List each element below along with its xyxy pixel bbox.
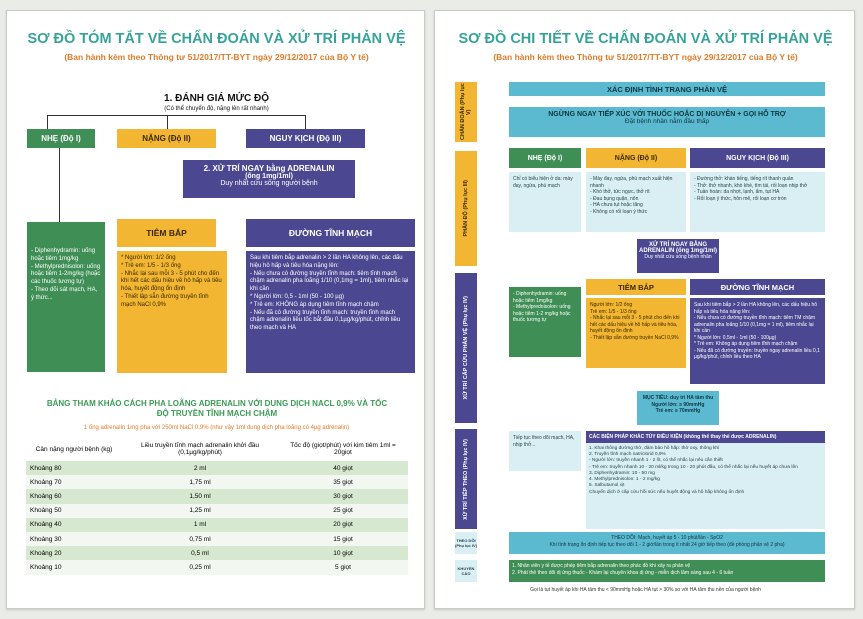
detail-severe-grade: NẶNG (Độ II) bbox=[586, 148, 686, 168]
rate-cell: 20 giọt bbox=[333, 521, 353, 529]
followup-left: Tiếp tục theo dõi mạch, HA, nhịp thở... bbox=[509, 431, 581, 471]
rate-cell: 35 giọt bbox=[333, 478, 353, 486]
table-row bbox=[26, 475, 408, 489]
stop-box bbox=[509, 107, 825, 137]
rate-cell: 25 giọt bbox=[333, 507, 353, 515]
detail-title: SƠ ĐỒ CHI TIẾT VỀ CHẨN ĐOÁN VÀ XỬ TRÍ PHẢN VỆ bbox=[458, 31, 833, 47]
im-title: TIÊM BẮP bbox=[117, 219, 216, 247]
rate-cell: 40 giọt bbox=[333, 464, 353, 472]
summary-subtitle: (Ban hành kèm theo Thông tư 51/2017/TT-BYT ngày 29/12/2017 của Bộ Y tế) bbox=[64, 52, 369, 62]
adrenalin-step-title: 2. XỬ TRÍ NGAY bằng ADRENALIN bbox=[203, 164, 335, 173]
detail-mild-grade: NHẸ (Độ I) bbox=[509, 148, 581, 168]
detail-mild-tx: - Diphenhydramin: uống hoặc tiêm 1mg/kg - Methylprednisolon: uống hoặc tiêm 1-2 mg/kg hoặc thuốc tương tự bbox=[509, 287, 581, 357]
mild-grade: NHẸ (Độ I) bbox=[27, 129, 95, 148]
dose-cell: 1,25 ml bbox=[189, 507, 211, 515]
dose-cell: 2 ml bbox=[193, 464, 207, 472]
detail-im-title: TIÊM BẮP bbox=[586, 279, 686, 295]
detail-panel bbox=[434, 10, 855, 609]
followup-title: CÁC BIỆN PHÁP KHÁC TÙY ĐIỀU KIỆN (không thể thay thế được ADRENALIN) bbox=[586, 431, 825, 443]
dose-cell: 0,25 ml bbox=[189, 563, 211, 571]
table-row bbox=[26, 560, 408, 574]
table-row bbox=[26, 461, 408, 475]
iv-treatment: Sau khi tiêm bắp adrenalin > 2 lần HA không lên, các dấu hiệu hô hấp và tiêu hóa nặng lên: - Nếu chưa có đường truyền tĩnh mạch: tiêm tĩnh mạch chậm adrenalin pha loãng 1/10 (0,1mg = 1ml), tiêm nhắc lại khi cần * Người lớn: 0,5 - 1ml (50 - 100 µg) * Trẻ em: KHÔNG áp dụng tiêm tĩnh mạch chậm - Nếu đã có đường truyền tĩnh mạch: truyền tĩnh mạch chậm adrenalin liều tốc bắt đầu 0,1µg/kg/phút, chỉnh liều theo mạch và HA bbox=[246, 251, 415, 373]
dose-cell: 0,75 ml bbox=[189, 535, 211, 543]
adrenalin-step-dose: (ống 1mg/1ml) bbox=[245, 173, 293, 180]
advice-box: 1. Nhân viên y tế được phép tiêm bắp adrenalin theo phác đồ khi xảy ra phản vệ 2. Phát thẻ theo dõi dị ứng thuốc - Khám lại chuyên khoa dị ứng - miễn dịch lâm sàng sau 4 - 6 tuần bbox=[509, 560, 825, 582]
detail-adrenalin bbox=[637, 239, 719, 273]
weight-cell: Khoảng 20 bbox=[30, 549, 62, 557]
side-grading: PHÂN ĐỘ (Phụ lục III) bbox=[455, 151, 477, 266]
weight-cell: Khoảng 70 bbox=[30, 478, 62, 486]
table-note: 1 ống adrenalin 1mg pha với 250ml NaCl 0,9% (như vậy 1ml dung dịch pha loãng có 4µg adrenalin) bbox=[83, 425, 350, 431]
rate-cell: 30 giọt bbox=[333, 492, 353, 500]
dilution-table bbox=[26, 437, 408, 575]
dose-cell: 1,75 ml bbox=[189, 478, 211, 486]
detail-adrenalin-note: Duy nhất cứu sống bệnh nhân bbox=[644, 254, 712, 260]
rate-cell: 15 giọt bbox=[333, 535, 353, 543]
determine-box: XÁC ĐỊNH TÌNH TRẠNG PHẢN VỆ bbox=[509, 82, 825, 96]
mild-symptoms: Chỉ có biểu hiện ở da: mày đay, ngứa, phù mạch bbox=[509, 172, 581, 232]
table-row bbox=[26, 504, 408, 518]
adrenalin-step-note: Duy nhất cứu sống người bệnh bbox=[220, 180, 318, 187]
summary-panel bbox=[6, 10, 425, 609]
stop-subtext: Đặt bệnh nhân nằm đầu thấp bbox=[624, 118, 710, 125]
table-title: BẢNG THAM KHẢO CÁCH PHA LOÃNG ADRENALIN VỚI DUNG DỊCH NACL 0,9% VÀ TỐC ĐỘ TRUYỀN TĨNH MẠCH CHẬM bbox=[46, 399, 388, 419]
weight-cell: Khoảng 60 bbox=[30, 492, 62, 500]
adrenalin-step bbox=[183, 160, 355, 198]
critical-symptoms: - Đường thở: khàn tiếng, tiếng rít thanh quản - Thở: thở nhanh, khò khè, tím tái, rối loạn nhịp thở - Tuần hoàn: da nhợt, lạnh, ẩm, tụt HA - Rối loạn ý thức, hôn mê, rối loạn cơ tròn bbox=[690, 172, 825, 232]
critical-grade: NGUY KỊCH (Độ III) bbox=[246, 129, 365, 148]
stop-text: NGỪNG NGAY TIẾP XÚC VỚI THUỐC HOẶC DỊ NGUYÊN + GỌI HỖ TRỢ bbox=[548, 111, 786, 118]
side-monitor: THEO DÕI (Phụ lục IV) bbox=[455, 532, 477, 554]
table-row bbox=[26, 546, 408, 560]
detail-critical-grade: NGUY KỊCH (Độ III) bbox=[690, 148, 825, 168]
weight-cell: Khoảng 10 bbox=[30, 563, 62, 571]
rate-cell: 10 giọt bbox=[333, 549, 353, 557]
goal-box: MỤC TIÊU: duy trì HA tâm thu Người lớn: ≥ 90mmHg Trẻ em: ≥ 70mmHg bbox=[637, 391, 719, 425]
summary-title: SƠ ĐỒ TÓM TẮT VỀ CHẨN ĐOÁN VÀ XỬ TRÍ PHẢN VỆ bbox=[27, 31, 406, 47]
dose-cell: 0,5 ml bbox=[191, 549, 209, 557]
weight-cell: Khoảng 30 bbox=[30, 535, 62, 543]
side-diagnosis: CHẨN ĐOÁN (Phụ lục V) bbox=[455, 82, 477, 142]
followup-text: 1. Khai thông đường thở, đảm bảo hô hấp: thở oxy, thông khí 2. Truyền tĩnh mạch natriclorid 0,9% - Người lớn: truyền nhanh 1 - 2 lít, có thể nhắc lại nếu cần thiết - Trẻ em: truyền nhanh 10 - 20 ml/kg trong 10 - 20 phút đầu, có thể nhắc lại nếu huyết áp chưa lên 3. Diphenhydramin: 10 - 50 mg 4. Methylprednisolon: 1 - 2 mg/kg 5. Salbutamol xịt Chuyển dịch ở cấp cứu hồi sức nếu huyết động và hô hấp không ổn định bbox=[589, 446, 798, 495]
footnote: Gọi là tụt huyết áp khi HA tâm thu < 90mmHg hoặc HA tụt > 30% so với HA tâm thu nền của người bệnh bbox=[530, 587, 761, 593]
detail-im-tx: Người lớn: 1/2 ống Trẻ em: 1/5 - 1/3 ống - Nhắc lại sau mỗi 3 - 5 phút cho đến khi hết các dấu hiệu về hô hấp và tiêu hóa, huyết động ổn định - Thiết lập sẵn đường truyền NaCl 0,9% bbox=[586, 298, 686, 368]
side-advice: KHUYẾN CÁO bbox=[455, 560, 477, 582]
table-row bbox=[26, 489, 408, 503]
followup-box bbox=[586, 431, 825, 529]
detail-iv-title: ĐƯỜNG TĨNH MẠCH bbox=[690, 279, 825, 295]
side-followup: XỬ TRÍ TIẾP THEO (Phụ lục IV) bbox=[455, 429, 477, 529]
detail-subtitle: (Ban hành kèm theo Thông tư 51/2017/TT-BYT ngày 29/12/2017 của Bộ Y tế) bbox=[493, 52, 798, 62]
weight-cell: Khoảng 40 bbox=[30, 521, 62, 529]
rate-cell: 5 giọt bbox=[335, 563, 351, 571]
im-treatment: * Người lớn: 1/2 ống * Trẻ em: 1/5 - 1/3 ống - Nhắc lại sau mỗi 3 - 5 phút cho đến khi hết các dấu hiệu về hô hấp và tiêu hóa, huyết động ổn định - Thiết lập sẵn đường truyền tĩnh mạch NaCl 0,9% bbox=[117, 251, 227, 373]
table-row bbox=[26, 518, 408, 532]
weight-cell: Khoảng 80 bbox=[30, 464, 62, 472]
dose-cell: 1,50 ml bbox=[189, 492, 211, 500]
table-row bbox=[26, 532, 408, 546]
side-emergency: XỬ TRÍ CẤP CỨU PHẢN VỆ (Phụ lục IV) bbox=[455, 273, 477, 423]
detail-iv-tx: Sau khi tiêm bắp > 2 lần HA không lên, các dấu hiệu hô hấp và tiêu hóa nặng lên: - Nếu chưa có đường truyền tĩnh mạch: tiêm TM chậm adrenalin pha loãng 1/10 (0,1mg = 1 ml), tiêm nhắc lại khi cần * Người lớn: 0,5ml - 1ml (50 - 100µg) * Trẻ em: Không áp dụng tiêm tĩnh mạch chậm - Nếu đã có đường truyền: truyền ngay adrenalin liều 0,1 µg/kg/phút, chỉnh liều theo HA bbox=[690, 298, 825, 384]
mild-treatment: - Diphenhydramin: uống hoặc tiêm 1mg/kg - Methylprednisolon: uống hoặc tiêm 1-2mg/kg (hoặc các thuốc tương tự) - Theo dõi sát mạch, HA, ý thức... bbox=[27, 222, 105, 372]
iv-title: ĐƯỜNG TĨNH MẠCH bbox=[246, 219, 415, 247]
assess-subtitle: (Có thể chuyển độ, nặng lên rất nhanh) bbox=[164, 106, 269, 112]
weight-cell: Khoảng 50 bbox=[30, 507, 62, 515]
assess-title: 1. ĐÁNH GIÁ MỨC ĐỘ bbox=[164, 93, 269, 104]
severe-symptoms: - Mày đay, ngứa, phù mạch xuất hiện nhanh - Khó thở, tức ngực, thở rít - Đau bụng quặn, nôn - HA chưa tụt hoặc tăng - Không có rối loạn ý thức bbox=[586, 172, 686, 232]
col-rate: Tốc độ (giọt/phút) với kim tiêm 1ml = 20giọt bbox=[290, 442, 396, 456]
dose-cell: 1 ml bbox=[193, 521, 207, 529]
severe-grade: NẶNG (Độ II) bbox=[117, 129, 216, 148]
monitor-box: THEO DÕI: Mạch, huyết áp 5 - 10 phút/lần - SpO2 Khi tình trạng ổn định tiếp tục theo dõi 1 - 2 giờ/lần trong ít nhất 24 giờ tiếp theo (đề phòng phản vệ 2 pha) bbox=[509, 532, 825, 554]
detail-adrenalin-title: XỬ TRÍ NGAY BẰNG ADRENALIN (ống 1mg/1ml) bbox=[639, 242, 717, 254]
col-dose: Liều truyền tĩnh mạch adrenalin khởi đầu (0,1µg/kg/phút) bbox=[140, 442, 260, 456]
col-weight: Cân nặng người bệnh (kg) bbox=[35, 445, 113, 453]
